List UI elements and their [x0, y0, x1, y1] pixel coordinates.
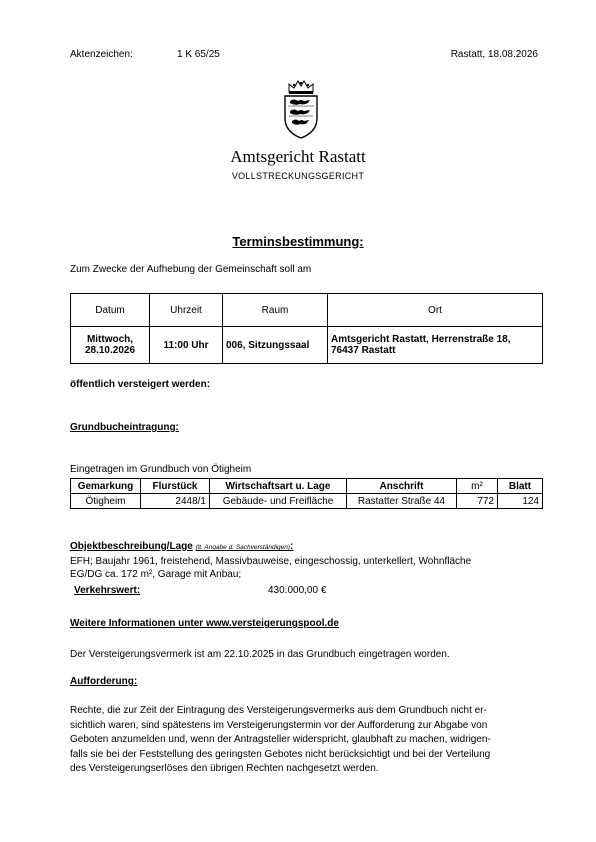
appointment-place — [328, 327, 543, 364]
aufforderung-line: Geboten anzumelden und, wenn der Antragsteller widerspricht, glaubhaft zu machen, widrigen- — [70, 734, 491, 746]
header-gemarkung: Gemarkung — [71, 479, 141, 494]
object-description-line: EFH; Baujahr 1961, freistehend, Massivbauweise, eingeschossig, unterkellert, Wohnfläche — [70, 556, 472, 567]
aufforderung-line: Rechte, die zur Zeit der Eintragung des Versteigerungsvermerks aus dem Grundbuch nicht er- — [70, 705, 487, 716]
cell-gemarkung: Ötigheim — [71, 494, 141, 509]
header-wirtschaftsart: Wirtschaftsart u. Lage — [210, 479, 347, 494]
coat-of-arms-icon — [281, 78, 321, 140]
object-description — [70, 555, 550, 581]
object-heading-label: Objektbeschreibung/Lage — [70, 541, 193, 552]
grundbuch-intro: Eingetragen im Grundbuch von Ötigheim — [70, 464, 252, 475]
appointment-weekday: Mittwoch, — [86, 334, 134, 345]
vermerk-text: Der Versteigerungsvermerk ist am 22.10.2025 in das Grundbuch eingetragen worden. — [70, 649, 450, 660]
aufforderung-line: sichtlich waren, sind spätestens im Versteigerungstermin vor der Aufforderung zur Abgabe von — [70, 719, 488, 731]
aufforderung-text — [70, 704, 546, 777]
grundbuch-table — [70, 478, 543, 509]
header-place: Ort — [328, 294, 543, 327]
grundbuch-heading: Grundbucheintragung: — [70, 422, 179, 433]
header-flurstueck: Flurstück — [141, 479, 210, 494]
court-department: VOLLSTRECKUNGSGERICHT — [231, 171, 365, 181]
cell-anschrift: Rastatter Straße 44 — [347, 494, 457, 509]
appointment-row — [71, 327, 543, 364]
appointment-time: 11:00 Uhr — [150, 327, 223, 364]
aufforderung-heading: Aufforderung: — [70, 676, 138, 687]
appointment-date — [71, 327, 150, 364]
appointment-room: 006, Sitzungssaal — [223, 327, 328, 364]
aufforderung-line: falls sie bei der Feststellung des geringsten Gebotes nicht berücksichtigt und bei der Verteilung — [70, 748, 491, 760]
grundbuch-header-row — [71, 479, 543, 494]
table-row — [71, 494, 543, 509]
case-number: 1 K 65/25 — [177, 49, 220, 60]
header-blatt: Blatt — [498, 479, 543, 494]
document-title: Terminsbestimmung: — [232, 234, 364, 249]
place-and-date: Rastatt, 18.08.2026 — [450, 49, 538, 60]
aufforderung-line: des Versteigerungserlöses den übrigen Rechten nachgesetzt werden. — [70, 763, 379, 775]
appointment-day: 28.10.2026 — [84, 345, 136, 356]
object-heading-note: (lt. Angabe d. Sachverständigen) — [195, 544, 291, 551]
auction-statement: öffentlich versteigert werden: — [70, 379, 211, 390]
cell-area: 772 — [457, 494, 498, 509]
object-heading — [70, 541, 293, 552]
object-description-line: EG/DG ca. 172 m², Garage mit Anbau; — [70, 569, 242, 580]
object-heading-colon: : — [290, 541, 294, 552]
appointment-header-row — [71, 294, 543, 327]
appointment-table — [70, 293, 543, 364]
header-anschrift: Anschrift — [347, 479, 457, 494]
market-value-label: Verkehrswert: — [74, 585, 141, 596]
cell-flurstueck: 2448/1 — [141, 494, 210, 509]
market-value: 430.000,00 € — [268, 585, 327, 596]
intro-text: Zum Zwecke der Aufhebung der Gemeinschaft soll am — [70, 264, 312, 275]
cell-wirtschaftsart: Gebäude- und Freifläche — [210, 494, 347, 509]
header-area: m² — [457, 479, 498, 494]
cell-blatt: 124 — [498, 494, 543, 509]
case-number-label: Aktenzeichen: — [70, 49, 133, 60]
court-name: Amtsgericht Rastatt — [230, 147, 366, 166]
header-date: Datum — [71, 294, 150, 327]
more-info-link[interactable]: Weitere Informationen unter www.versteigerungspool.de — [70, 618, 339, 629]
header-room: Raum — [223, 294, 328, 327]
header-time: Uhrzeit — [150, 294, 223, 327]
appointment-place-street: Amtsgericht Rastatt, Herrenstraße 18, — [331, 334, 511, 345]
appointment-place-city: 76437 Rastatt — [331, 345, 396, 356]
